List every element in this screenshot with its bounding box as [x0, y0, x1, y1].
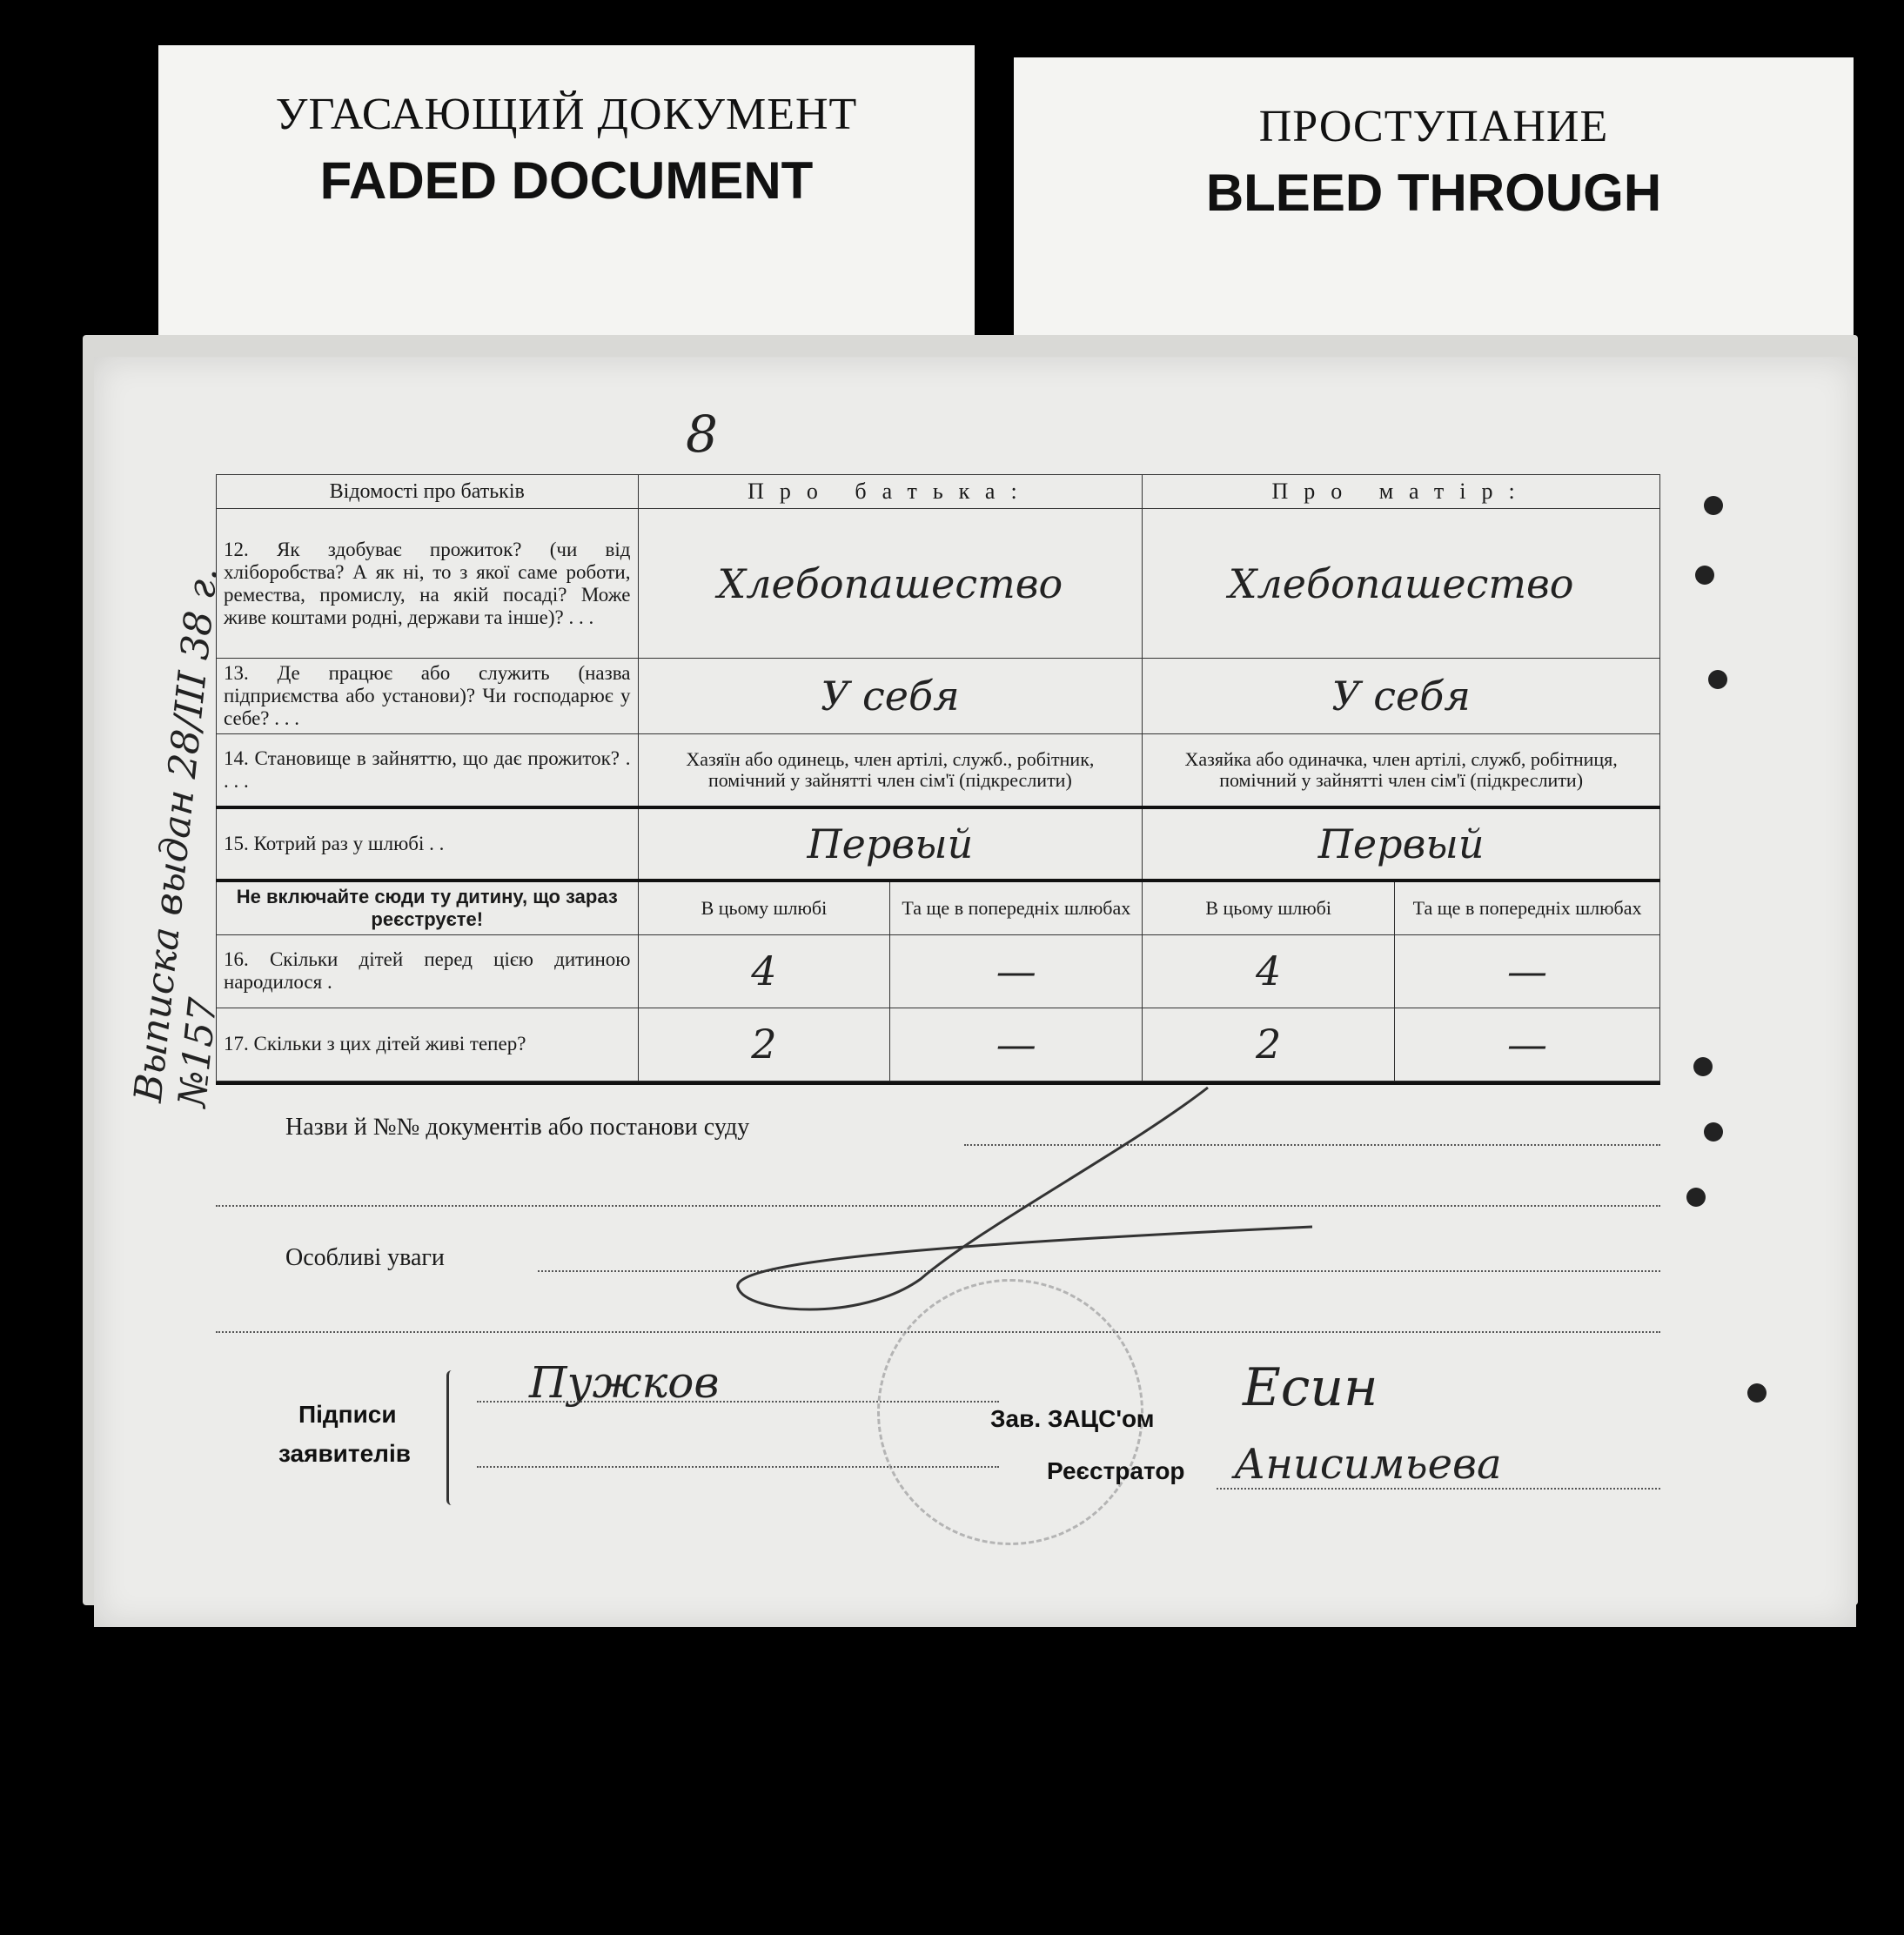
header-father: Про батька: — [638, 475, 1143, 509]
faded-document-label-ru: УГАСАЮЩИЙ ДОКУМЕНТ — [275, 90, 858, 139]
mother-children-born-this: 4 — [1143, 934, 1395, 1008]
punch-hole — [1747, 1383, 1767, 1403]
mother-children-born-prev: — — [1395, 934, 1660, 1008]
punch-hole — [1693, 1057, 1713, 1076]
registration-form-sheet — [94, 357, 1856, 1627]
father-children-alive-prev: — — [890, 1008, 1143, 1081]
applicants-brace — [446, 1370, 466, 1505]
punch-hole — [1686, 1188, 1706, 1207]
punch-hole — [1704, 496, 1723, 515]
father-marriage-count: Первый — [638, 807, 1143, 880]
applicant-signature: Пужков — [529, 1357, 720, 1408]
mother-this-marriage-header: В цьому шлюбі — [1143, 880, 1395, 935]
question-12: 12. Як здобуває прожиток? (чи від хліборобства? А як ні, то з якої саме роботи, ремества, промислу, на якій посаді? Може живе коштами родні, держави та інше)? . . . — [217, 509, 639, 659]
father-children-born-prev: — — [890, 934, 1143, 1008]
documents-label: Назви й №№ документів або постанови суду — [285, 1114, 750, 1141]
applicants-label-2: заявителів — [278, 1440, 411, 1467]
mother-livelihood: Хлебопашество — [1143, 509, 1660, 659]
question-13: 13. Де працює або служить (назва підприємства або установи)? Чи господарює у себе? . . . — [217, 659, 639, 734]
registrar-label: Реєстратор — [1047, 1457, 1185, 1484]
bleed-through-label-ru: ПРОСТУПАНИЕ — [1258, 102, 1609, 151]
children-note: Не включайте сюди ту дитину, що зараз реєструєте! — [217, 880, 639, 935]
head-label: Зав. ЗАЦС'ом — [990, 1405, 1155, 1432]
father-workplace: У себя — [638, 659, 1143, 734]
parents-info-table — [216, 474, 1660, 1081]
faded-document-card — [158, 45, 975, 358]
header-parents-info: Відомості про батьків — [217, 475, 639, 509]
punch-hole — [1695, 566, 1714, 585]
registrar-signature: Анисимьева — [1234, 1440, 1502, 1489]
remarks-label: Особливі уваги — [285, 1244, 445, 1271]
mother-previous-marriages-header: Та ще в попередніх шлюбах — [1395, 880, 1660, 935]
father-previous-marriages-header: Та ще в попередніх шлюбах — [890, 880, 1143, 935]
registrar-line — [1217, 1488, 1660, 1490]
punch-hole — [1708, 670, 1727, 689]
head-signature: Есин — [1243, 1357, 1378, 1418]
margin-note: Выписка выдан 28/III 38 г. №157 — [125, 565, 227, 1109]
faded-document-label-en: FADED DOCUMENT — [319, 151, 814, 210]
father-this-marriage-header: В цьому шлюбі — [638, 880, 890, 935]
mother-workplace: У себя — [1143, 659, 1660, 734]
father-position: Хазяїн або одинець, член артілі, служб., робітник, помічний у зайнятті член сім'ї (підкреслити) — [638, 734, 1143, 807]
applicants-label-1: Підписи — [298, 1401, 397, 1428]
question-14: 14. Становище в зайняттю, що дає прожиток? . . . . — [217, 734, 639, 807]
father-children-born-this: 4 — [638, 934, 890, 1008]
mother-marriage-count: Первый — [1143, 807, 1660, 880]
header-mother: Про матір: — [1143, 475, 1660, 509]
mother-children-alive-this: 2 — [1143, 1008, 1395, 1081]
mother-position: Хазяйка або одиначка, член артілі, служб, робітниця, помічний у зайнятті член сім'ї (підкреслити) — [1143, 734, 1660, 807]
punch-hole — [1704, 1122, 1723, 1142]
question-15: 15. Котрий раз у шлюбі . . — [217, 807, 639, 880]
question-17: 17. Скільки з цих дітей живі тепер? — [217, 1008, 639, 1081]
bleed-through-label-en: BLEED THROUGH — [1205, 164, 1662, 222]
bleed-through-card — [1014, 57, 1854, 372]
father-livelihood: Хлебопашество — [638, 509, 1143, 659]
question-16: 16. Скільки дітей перед цією дитиною народилося . — [217, 934, 639, 1008]
father-children-alive-this: 2 — [638, 1008, 890, 1081]
mother-children-alive-prev: — — [1395, 1008, 1660, 1081]
page-number: 8 — [686, 405, 718, 464]
